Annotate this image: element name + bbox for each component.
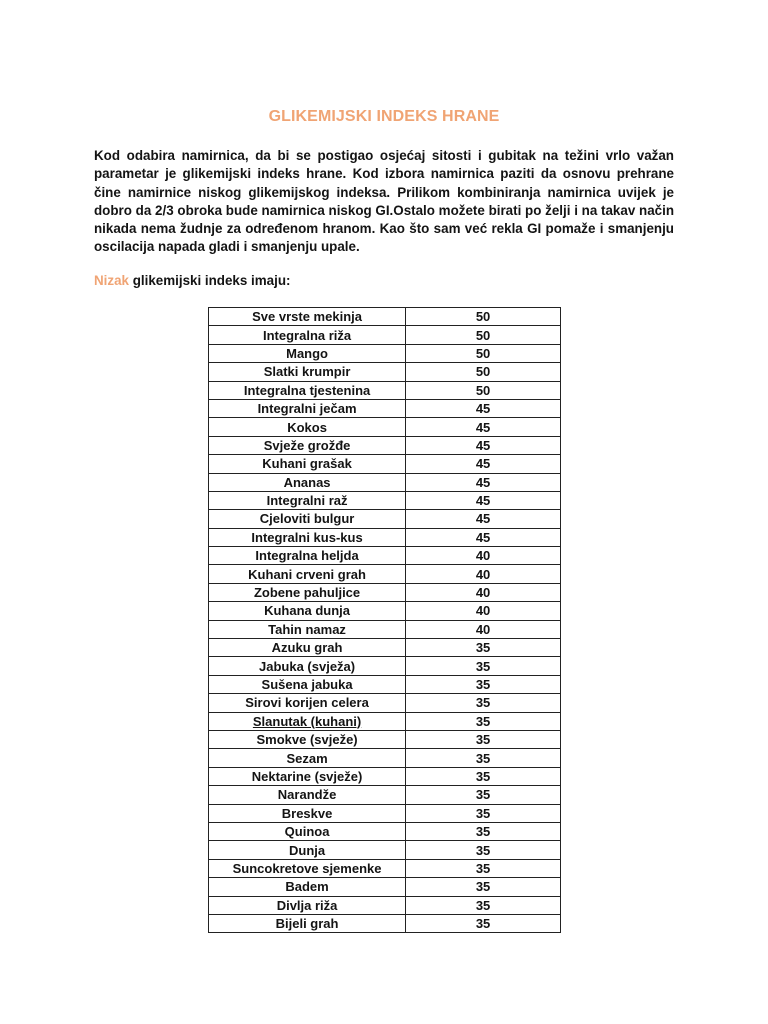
food-name: Svježe grožđe <box>263 437 351 453</box>
food-name: Sušena jabuka <box>261 677 353 692</box>
glycemic-index-table-body <box>209 308 561 933</box>
table-row <box>209 620 561 638</box>
food-name-cell <box>209 841 406 859</box>
food-name: Zobene pahuljice <box>253 585 361 601</box>
food-name-cell <box>209 620 406 638</box>
food-name-cell <box>209 786 406 804</box>
gi-value-cell: 45 <box>406 418 561 436</box>
gi-value-cell: 40 <box>406 602 561 620</box>
table-row <box>209 418 561 436</box>
gi-value-cell: 35 <box>406 859 561 877</box>
food-name-cell <box>209 602 406 620</box>
food-name: Bijeli grah <box>275 916 339 932</box>
table-row <box>209 822 561 840</box>
food-name-cell <box>209 455 406 473</box>
food-name: Quinoa <box>284 824 330 840</box>
gi-value-cell: 35 <box>406 804 561 822</box>
food-name: Mango <box>286 345 328 361</box>
food-name-cell <box>209 822 406 840</box>
table-row <box>209 859 561 877</box>
document-title: GLIKEMIJSKI INDEKS HRANE <box>268 108 500 125</box>
table-row <box>209 639 561 657</box>
food-name: Integralna riža <box>262 327 352 343</box>
food-name-cell <box>209 804 406 822</box>
food-name: Sve vrste mekinja <box>252 309 362 325</box>
food-name-cell <box>209 326 406 344</box>
food-name: Divlja riža <box>276 897 338 913</box>
table-row <box>209 455 561 473</box>
gi-value-cell: 45 <box>406 399 561 417</box>
table-row <box>209 399 561 417</box>
table-row <box>209 749 561 767</box>
gi-value-cell: 40 <box>406 583 561 601</box>
gi-value-cell: 40 <box>406 620 561 638</box>
gi-value-cell: 35 <box>406 675 561 693</box>
gi-value-cell: 35 <box>406 694 561 712</box>
food-name-cell <box>209 749 406 767</box>
table-row <box>209 786 561 804</box>
gi-value-cell: 35 <box>406 730 561 748</box>
food-name-cell <box>209 767 406 785</box>
table-row <box>209 436 561 454</box>
gi-value-cell: 45 <box>406 436 561 454</box>
gi-value-cell: 35 <box>406 639 561 657</box>
table-row <box>209 804 561 822</box>
food-name-cell <box>209 491 406 509</box>
gi-value-cell: 35 <box>406 712 561 730</box>
food-name-cell <box>209 363 406 381</box>
gi-value-cell: 45 <box>406 528 561 546</box>
food-name: Kuhana dunja <box>264 603 351 619</box>
food-name: Integralni kus-kus <box>251 529 363 545</box>
intro-paragraph: Kod odabira namirnica, da bi se postigao osjećaj sitosti i gubitak na težini vrlo važan parametar je glikemijski indeks hrane. Kod izbora namirnica paziti da osnovu prehrane čine namirnice niskog glikemijskog indeksa. Prilikom kombiniranja namirnica uvijek je dobro da 2/3 obroka bude namirnica niskog GI.Ostalo možete birati po želji i na takav način nikada nema žudnje za određenom hranom. Kao što sam već rekla GI pomaže i smanjenju oscilacija napada gladi i smanjenju upale. <box>94 148 674 255</box>
gi-value-cell: 40 <box>406 565 561 583</box>
gi-value-cell: 50 <box>406 381 561 399</box>
gi-value-cell: 35 <box>406 786 561 804</box>
food-name: Integralni raž <box>266 493 348 509</box>
gi-value-cell: 40 <box>406 547 561 565</box>
food-name-cell <box>209 344 406 362</box>
food-name: Integralna tjestenina <box>243 382 371 398</box>
food-name-cell <box>209 418 406 436</box>
food-name-cell <box>209 583 406 601</box>
table-heading-rest: glikemijski indeks imaju: <box>128 273 291 288</box>
food-name: Narandže <box>277 787 337 803</box>
food-name: Breskve <box>281 805 333 821</box>
table-row <box>209 308 561 326</box>
food-name: Jabuka (svježa) <box>259 658 356 674</box>
table-row <box>209 657 561 675</box>
gi-value-cell: 35 <box>406 749 561 767</box>
table-row <box>209 363 561 381</box>
table-row <box>209 510 561 528</box>
food-name-cell <box>209 510 406 528</box>
table-row <box>209 565 561 583</box>
table-row <box>209 583 561 601</box>
table-row <box>209 675 561 693</box>
food-name: Integralna heljda <box>255 548 359 564</box>
gi-value-cell: 45 <box>406 510 561 528</box>
table-row <box>209 528 561 546</box>
gi-value-cell: 35 <box>406 822 561 840</box>
food-name-cell <box>209 675 406 693</box>
food-name: Nektarine (svježe) <box>251 768 363 784</box>
table-heading-accent: Nizak <box>94 273 129 288</box>
table-row <box>209 602 561 620</box>
food-name: Tahin namaz <box>268 621 346 637</box>
food-name: Integralni ječam <box>257 401 357 417</box>
gi-value-cell: 50 <box>406 326 561 344</box>
glycemic-index-table <box>208 307 561 933</box>
food-name: Sezam <box>286 750 328 766</box>
table-row <box>209 326 561 344</box>
table-row <box>209 712 561 730</box>
food-name: Kokos <box>287 419 327 435</box>
gi-value-cell: 45 <box>406 455 561 473</box>
gi-value-cell: 45 <box>406 491 561 509</box>
table-row <box>209 694 561 712</box>
gi-value-cell: 35 <box>406 878 561 896</box>
food-name-cell <box>209 381 406 399</box>
food-name: Ananas <box>283 474 331 490</box>
food-name-cell <box>209 547 406 565</box>
gi-value-cell: 50 <box>406 344 561 362</box>
food-name-cell <box>209 639 406 657</box>
food-name: Suncokretove sjemenke <box>232 860 382 876</box>
gi-value-cell: 35 <box>406 767 561 785</box>
table-row <box>209 491 561 509</box>
gi-value-cell: 35 <box>406 914 561 932</box>
food-name-cell <box>209 657 406 675</box>
gi-value-cell: 45 <box>406 473 561 491</box>
food-name-cell <box>209 473 406 491</box>
table-row <box>209 730 561 748</box>
gi-value-cell: 50 <box>406 308 561 326</box>
table-row <box>209 878 561 896</box>
food-name-cell <box>209 565 406 583</box>
food-name: Kuhani crveni grah <box>248 566 366 582</box>
food-name: Badem <box>285 879 329 895</box>
table-row <box>209 841 561 859</box>
food-name-cell <box>209 399 406 417</box>
food-name-cell <box>209 436 406 454</box>
food-name-cell <box>209 914 406 932</box>
gi-value-cell: 35 <box>406 657 561 675</box>
food-name: Dunja <box>288 842 326 858</box>
gi-value-cell: 50 <box>406 363 561 381</box>
food-name: Sirovi korijen celera <box>245 695 369 711</box>
food-name-cell <box>209 528 406 546</box>
food-name-cell <box>209 694 406 712</box>
food-name: Smokve (svježe) <box>256 732 358 748</box>
table-row <box>209 896 561 914</box>
table-row <box>209 914 561 932</box>
table-row <box>209 547 561 565</box>
table-row <box>209 767 561 785</box>
food-name: Slatki krumpir <box>263 364 351 380</box>
food-name-cell <box>209 308 406 326</box>
food-name-cell <box>209 712 406 730</box>
table-row <box>209 473 561 491</box>
food-name: Kuhani grašak <box>262 456 352 472</box>
gi-value-cell: 35 <box>406 896 561 914</box>
food-name: Azuku grah <box>271 640 343 656</box>
table-row <box>209 344 561 362</box>
table-row <box>209 381 561 399</box>
table-heading <box>94 273 290 288</box>
food-name: Slanutak (kuhani) <box>252 713 362 729</box>
food-name-cell <box>209 859 406 877</box>
food-name-cell <box>209 878 406 896</box>
food-name: Cjeloviti bulgur <box>259 511 355 527</box>
gi-value-cell: 35 <box>406 841 561 859</box>
food-name-cell <box>209 730 406 748</box>
food-name-cell <box>209 896 406 914</box>
